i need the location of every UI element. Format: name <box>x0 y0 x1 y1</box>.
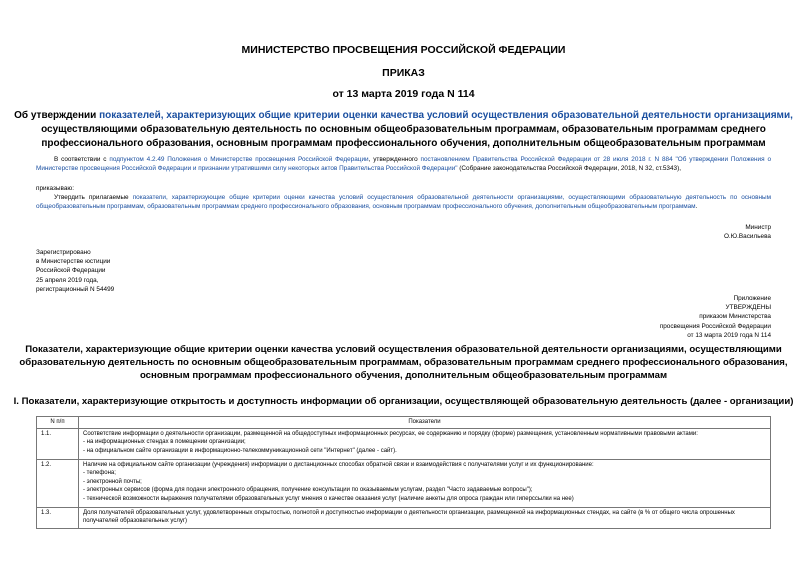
col-header-indicators: Показатели <box>79 417 771 429</box>
doc-title <box>0 109 807 151</box>
order-paragraph <box>36 193 771 211</box>
row-line: Наличие на официальном сайте организации (учреждения) информации о дистанционных способах обратной связи и взаимодействия с получателями услуг и их функционирование: <box>83 461 594 468</box>
order-link-indicators[interactable]: показатели, характеризующие общие критерии оценки качества условий осуществления образовательной деятельности организациями, осуществляющими образовательную деятельность по основным общеобразовательным программам, образовательным программам среднего профессионального образования, основным программам профессионального обучения, дополнительным общеобразовательным программам <box>36 194 772 211</box>
annex-title <box>0 343 807 382</box>
appendix-line: Приложение <box>733 295 771 302</box>
annex-title-line: образовательную деятельность по основным общеобразовательным программам, образовательным программам среднего профессионального образования, <box>19 357 788 368</box>
col-header-number: N п/п <box>37 417 79 429</box>
row-number: 1.2. <box>37 459 79 507</box>
title-line-2: осуществляющими образовательную деятельность по основным общеобразовательным программам, образовательным программам среднего <box>41 124 766 135</box>
row-number: 1.3. <box>37 507 79 528</box>
row-content <box>79 459 771 507</box>
registration-block <box>36 248 114 294</box>
appendix-block <box>660 294 771 340</box>
table-row <box>37 459 771 507</box>
registration-line: в Министерстве юстиции <box>36 258 111 266</box>
title-prefix: Об утверждении <box>14 110 100 121</box>
section-title: I. Показатели, характеризующие открытость и доступность информации об организации, осуществляющей образовательную деятельность (далее - организации) <box>13 396 794 407</box>
table-row <box>37 507 771 528</box>
registration-line: Российской Федерации <box>36 267 106 275</box>
registration-line: регистрационный N 54499 <box>36 285 115 293</box>
order-text-b: . <box>695 203 698 211</box>
signature-name: О.Ю.Васильева <box>723 233 771 240</box>
order-text-a: Утвердить прилагаемые <box>54 194 133 201</box>
doc-date-number: от 13 марта 2019 года N 114 <box>332 88 475 100</box>
table-header-row <box>37 417 771 429</box>
preamble-text-c: (Собрание законодательства Российской Федерации, 2018, N 32, ст.5343), <box>457 165 681 173</box>
preamble-link-regulation[interactable]: подпунктом 4.2.49 Положения о Министерстве просвещения Российской Федерации <box>109 156 369 163</box>
signature-role: Министр <box>745 224 771 231</box>
title-line-1 <box>0 109 807 123</box>
row-line: - технической возможности выражения получателями образовательных услуг мнения о качестве оказания услуг (наличие анкеты для опроса граждан или гиперссылки на нее) <box>83 495 574 502</box>
preamble-link-decree[interactable]: постановлением Правительства Российской Федерации от 28 июля 2018 г. N 884 "Об утверждении Положения о Министерстве просвещения Российской Федерации и признании утратившими силу некоторых актов Правительства Российской Федерации" <box>36 156 771 173</box>
row-content <box>79 428 771 459</box>
preamble-text-b: , утвержденного <box>368 156 421 163</box>
row-line: Соответствие информации о деятельности организации, размещенной на общедоступных информационных ресурсах, ее содержанию и порядку (форме) размещения, установленным нормативными правовыми актами: <box>83 430 698 437</box>
row-number: 1.1. <box>37 428 79 459</box>
row-content <box>79 507 771 528</box>
row-line: - на информационных стендах в помещении организации; <box>83 439 246 446</box>
title-link[interactable]: показателей, характеризующих общие критерии оценки качества условий осуществления образовательной деятельности организациями, <box>99 110 793 121</box>
row-line: - на официальном сайте организации в информационно-телекоммуникационной сети "Интернет" (далее - сайт). <box>83 447 397 454</box>
row-line: Доля получателей образовательных услуг, удовлетворенных открытостью, полнотой и доступностью информации о деятельности организации, размещенной на информационных стендах, на сайте (в % от общего числа опрошенных получателей образовательных услуг) <box>83 509 735 525</box>
appendix-line: просвещения Российской Федерации <box>659 322 771 330</box>
registration-line: 25 апреля 2019 года, <box>36 276 99 284</box>
preamble-paragraph <box>36 155 771 173</box>
preamble-text-a: В соответствии с <box>54 156 110 163</box>
ministry-name: МИНИСТЕРСТВО ПРОСВЕЩЕНИЯ РОССИЙСКОЙ ФЕДЕРАЦИИ <box>241 44 566 56</box>
indicators-table <box>36 416 771 529</box>
appendix-line: приказом Министерства <box>699 313 771 321</box>
appendix-line: УТВЕРЖДЕНЫ <box>725 304 771 312</box>
annex-title-line: основным программам профессионального обучения, дополнительным общеобразовательным программам <box>139 370 668 381</box>
title-line-3: профессионального образования, основным программам профессионального обучения, дополнительным общеобразовательным программам <box>41 138 766 149</box>
row-line: - электронных сервисов (форма для подачи электронного обращения, получение консультации по оказываемым услугам, раздел "Часто задаваемые вопросы"); <box>83 487 533 494</box>
table-row <box>37 428 771 459</box>
registration-line: Зарегистрировано <box>36 249 91 256</box>
annex-title-line: Показатели, характеризующие общие критерии оценки качества условий осуществления образовательной деятельности организациями, осуществляющими <box>25 344 782 355</box>
row-line: - электронной почты; <box>83 478 142 485</box>
doc-type: ПРИКАЗ <box>382 67 425 79</box>
appendix-line: от 13 марта 2019 года N 114 <box>687 331 771 339</box>
row-line: - телефона; <box>83 470 116 477</box>
order-word: приказываю: <box>36 185 74 192</box>
